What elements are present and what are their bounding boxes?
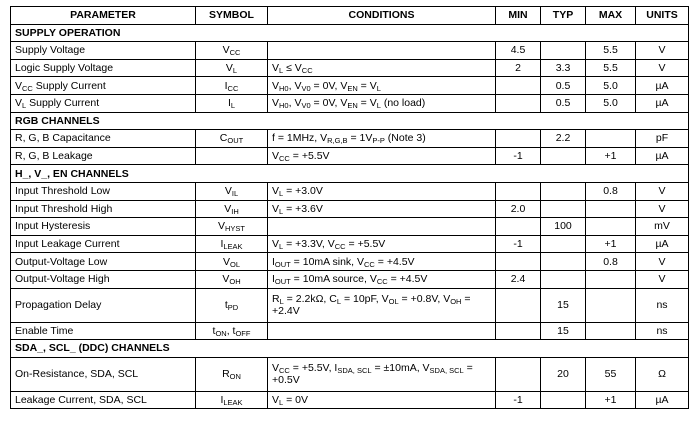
parameter-cell: Input Threshold High <box>11 200 196 218</box>
min-cell <box>496 77 541 95</box>
max-cell: +1 <box>586 235 636 253</box>
max-cell <box>586 270 636 288</box>
symbol-cell: $V_{IL}$ <box>196 182 268 200</box>
header-units: UNITS <box>636 7 689 25</box>
conditions-cell: $I_{OUT} = 10mA$ source, $V_{CC} = +4.5V$ <box>268 270 496 288</box>
section-row <box>11 165 689 183</box>
table-row <box>11 270 689 288</box>
table-row <box>11 253 689 271</box>
table-row <box>11 147 689 165</box>
conditions-cell: $I_{OUT} = 10mA$ sink, $V_{CC} = +4.5V$ <box>268 253 496 271</box>
parameter-cell: Output-Voltage Low <box>11 253 196 271</box>
min-cell <box>496 130 541 148</box>
typ-cell <box>541 235 586 253</box>
units-cell: Ω <box>636 357 689 391</box>
symbol-cell: $t_{ON}$, $t_{OFF}$ <box>196 322 268 340</box>
section-title: SDA_, SCL_ (DDC) CHANNELS <box>11 340 689 358</box>
min-cell: -1 <box>496 235 541 253</box>
symbol-cell: $V_{OL}$ <box>196 253 268 271</box>
min-cell <box>496 322 541 340</box>
symbol-cell: $V_{HYST}$ <box>196 218 268 236</box>
max-cell: 5.0 <box>586 77 636 95</box>
symbol-cell <box>196 147 268 165</box>
typ-cell <box>541 182 586 200</box>
parameter-cell: Logic Supply Voltage <box>11 59 196 77</box>
max-cell: +1 <box>586 147 636 165</box>
table-row <box>11 200 689 218</box>
max-cell: 5.0 <box>586 94 636 112</box>
conditions-cell: $V_{H0}$, $V_{V0} = 0V$, $V_{EN} = V_L$ <box>268 77 496 95</box>
max-cell: 0.8 <box>586 182 636 200</box>
max-cell: 0.8 <box>586 253 636 271</box>
symbol-cell: $R_{ON}$ <box>196 357 268 391</box>
symbol-cell: $V_L$ <box>196 59 268 77</box>
units-cell: µA <box>636 94 689 112</box>
electrical-characteristics-table <box>10 6 689 409</box>
units-cell: V <box>636 253 689 271</box>
max-cell: 5.5 <box>586 59 636 77</box>
table-row <box>11 218 689 236</box>
table-row <box>11 130 689 148</box>
table-header-row <box>11 7 689 25</box>
parameter-cell: Leakage Current, SDA, SCL <box>11 391 196 409</box>
symbol-cell: $V_{OH}$ <box>196 270 268 288</box>
conditions-cell: $R_L = 2.2k\Omega$, $C_L = 10pF$, $V_{OL} = +0.8V$, $V_{OH} = +2.4V$ <box>268 288 496 322</box>
typ-cell: 0.5 <box>541 94 586 112</box>
max-cell: 5.5 <box>586 42 636 60</box>
table-row <box>11 322 689 340</box>
min-cell <box>496 218 541 236</box>
min-cell: 2.0 <box>496 200 541 218</box>
min-cell <box>496 288 541 322</box>
table-row <box>11 357 689 391</box>
units-cell: µA <box>636 77 689 95</box>
min-cell <box>496 357 541 391</box>
section-row <box>11 24 689 42</box>
typ-cell: 0.5 <box>541 77 586 95</box>
spec-table-container <box>10 6 688 409</box>
parameter-cell: R, G, B Leakage <box>11 147 196 165</box>
header-conditions: CONDITIONS <box>268 7 496 25</box>
header-symbol: SYMBOL <box>196 7 268 25</box>
typ-cell: 100 <box>541 218 586 236</box>
parameter-cell: R, G, B Capacitance <box>11 130 196 148</box>
symbol-cell: $t_{PD}$ <box>196 288 268 322</box>
max-cell <box>586 200 636 218</box>
table-row <box>11 59 689 77</box>
conditions-cell: $V_L = +3.6V$ <box>268 200 496 218</box>
typ-cell: 15 <box>541 288 586 322</box>
max-cell <box>586 130 636 148</box>
units-cell: µA <box>636 391 689 409</box>
units-cell: µA <box>636 235 689 253</box>
units-cell: V <box>636 270 689 288</box>
conditions-cell: $V_L = 0V$ <box>268 391 496 409</box>
section-title: SUPPLY OPERATION <box>11 24 689 42</box>
table-row <box>11 235 689 253</box>
table-row <box>11 77 689 95</box>
min-cell: -1 <box>496 147 541 165</box>
parameter-cell: $V_L$ Supply Current <box>11 94 196 112</box>
conditions-cell: $V_{CC} = +5.5V$ <box>268 147 496 165</box>
table-row <box>11 288 689 322</box>
header-max: MAX <box>586 7 636 25</box>
conditions-cell: $V_L = +3.3V$, $V_{CC} = +5.5V$ <box>268 235 496 253</box>
symbol-cell: $V_{IH}$ <box>196 200 268 218</box>
parameter-cell: Input Threshold Low <box>11 182 196 200</box>
parameter-cell: Output-Voltage High <box>11 270 196 288</box>
conditions-cell <box>268 42 496 60</box>
symbol-cell: $C_{OUT}$ <box>196 130 268 148</box>
conditions-cell: $V_{H0}$, $V_{V0} = 0V$, $V_{EN} = V_L$ (no load) <box>268 94 496 112</box>
typ-cell <box>541 253 586 271</box>
min-cell: 2 <box>496 59 541 77</box>
units-cell: µA <box>636 147 689 165</box>
units-cell: V <box>636 200 689 218</box>
parameter-cell: On-Resistance, SDA, SCL <box>11 357 196 391</box>
min-cell <box>496 94 541 112</box>
min-cell: 2.4 <box>496 270 541 288</box>
max-cell: 55 <box>586 357 636 391</box>
symbol-cell: $I_{LEAK}$ <box>196 235 268 253</box>
units-cell: V <box>636 182 689 200</box>
max-cell <box>586 288 636 322</box>
units-cell: pF <box>636 130 689 148</box>
section-row <box>11 112 689 130</box>
max-cell: +1 <box>586 391 636 409</box>
table-row <box>11 182 689 200</box>
min-cell <box>496 182 541 200</box>
symbol-cell: $I_{LEAK}$ <box>196 391 268 409</box>
typ-cell <box>541 391 586 409</box>
parameter-cell: Enable Time <box>11 322 196 340</box>
typ-cell <box>541 147 586 165</box>
conditions-cell: f = 1MHz, $V_{R,G,B} = 1V_{P-P}$ (Note 3) <box>268 130 496 148</box>
parameter-cell: Supply Voltage <box>11 42 196 60</box>
units-cell: ns <box>636 288 689 322</box>
parameter-cell: Propagation Delay <box>11 288 196 322</box>
table-row <box>11 94 689 112</box>
header-min: MIN <box>496 7 541 25</box>
conditions-cell: $V_L \le V_{CC}$ <box>268 59 496 77</box>
section-title: RGB CHANNELS <box>11 112 689 130</box>
header-typ: TYP <box>541 7 586 25</box>
table-row <box>11 42 689 60</box>
min-cell: -1 <box>496 391 541 409</box>
units-cell: mV <box>636 218 689 236</box>
table-row <box>11 391 689 409</box>
typ-cell <box>541 200 586 218</box>
min-cell <box>496 253 541 271</box>
min-cell: 4.5 <box>496 42 541 60</box>
units-cell: ns <box>636 322 689 340</box>
parameter-cell: Input Hysteresis <box>11 218 196 236</box>
section-row <box>11 340 689 358</box>
conditions-cell <box>268 218 496 236</box>
parameter-cell: $V_{CC}$ Supply Current <box>11 77 196 95</box>
table-body <box>11 24 689 409</box>
conditions-cell: $V_L = +3.0V$ <box>268 182 496 200</box>
max-cell <box>586 322 636 340</box>
symbol-cell: $V_{CC}$ <box>196 42 268 60</box>
max-cell <box>586 218 636 236</box>
parameter-cell: Input Leakage Current <box>11 235 196 253</box>
typ-cell <box>541 42 586 60</box>
header-parameter: PARAMETER <box>11 7 196 25</box>
conditions-cell: $V_{CC} = +5.5V$, $I_{SDA, SCL} = \pm 10mA$, $V_{SDA, SCL} = +0.5V$ <box>268 357 496 391</box>
typ-cell: 15 <box>541 322 586 340</box>
symbol-cell: $I_L$ <box>196 94 268 112</box>
section-title: H_, V_, EN CHANNELS <box>11 165 689 183</box>
units-cell: V <box>636 42 689 60</box>
typ-cell <box>541 270 586 288</box>
units-cell: V <box>636 59 689 77</box>
conditions-cell <box>268 322 496 340</box>
typ-cell: 20 <box>541 357 586 391</box>
typ-cell: 3.3 <box>541 59 586 77</box>
typ-cell: 2.2 <box>541 130 586 148</box>
symbol-cell: $I_{CC}$ <box>196 77 268 95</box>
